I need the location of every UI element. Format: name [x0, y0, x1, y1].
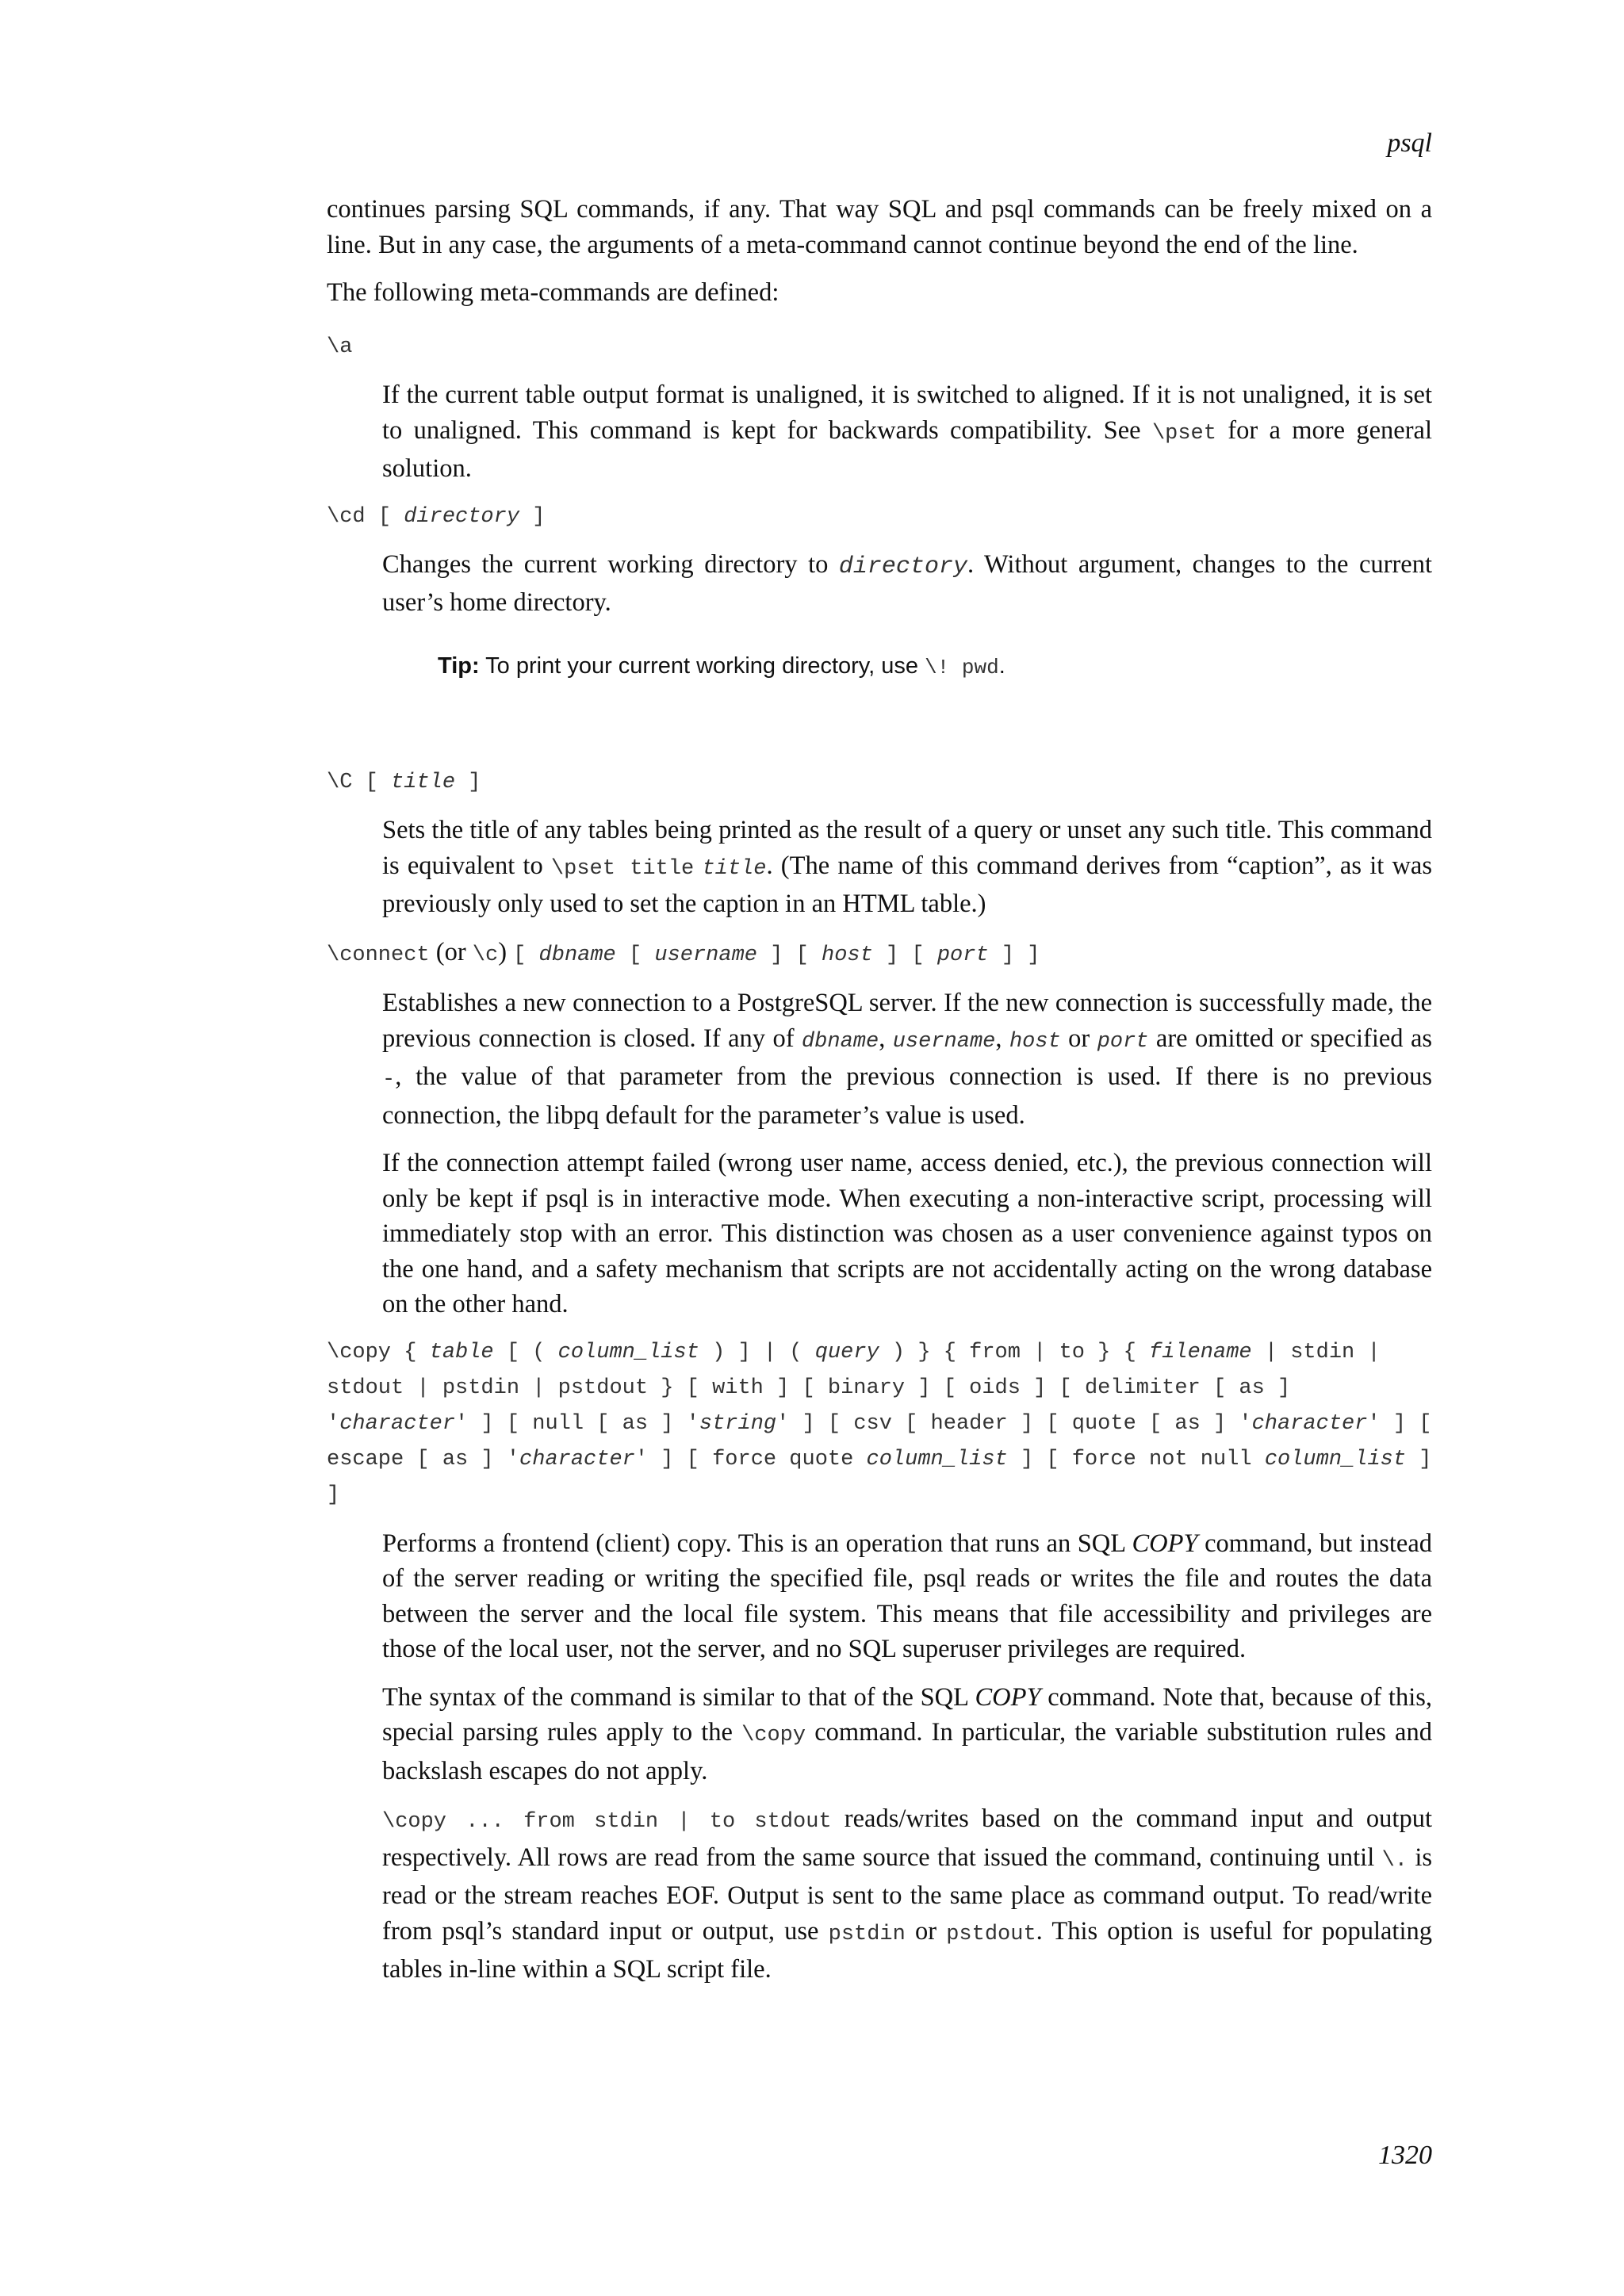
code-end-of-data: \. — [1381, 1848, 1408, 1873]
arg-string: string — [699, 1411, 777, 1436]
code-copy: \copy — [741, 1724, 806, 1747]
tip-label: Tip: — [438, 653, 480, 679]
arg-column-list: column_list — [557, 1340, 699, 1364]
running-header: psql — [1387, 128, 1432, 158]
arg-title-ref: title — [702, 856, 767, 881]
code-pwd: \! pwd — [925, 656, 999, 679]
intro-paragraph: continues parsing SQL commands, if any. That way SQL and psql commands can be freely mixed on a line. But in any case, the arguments of a meta-command cannot continue beyond the end of the line. — [327, 195, 1432, 259]
arg-ref: dbname — [801, 1029, 879, 1054]
term-copy-synopsis: \copy { table [ ( column_list ) ] | ( query ) } { from | to } { filename | stdin | stdout | pstdin | pstdout } [ with ] [ binary ] [ oids ] [ delimiter [ as ] 'character' ] [ null [ as ] 'string' ] [ csv [ header ] [ quote [ as ] 'character' ] [ escape [ as ] 'character' ] [ force quote column_list ] [ force not null column_list ] ] — [327, 1340, 1432, 1507]
description-connect-1: Establishes a new connection to a PostgreSQL server. If the new connection is successfully made, the previous connection is closed. If any of dbname, username, host or port are omitted or specified as -, the value of that parameter from the previous connection is used. If there is no previous connection, the libpq default for the parameter’s value is used. — [382, 989, 1433, 1130]
description-C: Sets the title of any tables being printed as the result of a query or unset any such title. This command is equivalent to \pset title title. (The name of this command derives from “caption”, as it was previously only used to set the caption in an HTML table.) — [382, 816, 1433, 918]
description-connect-2: If the connection attempt failed (wrong user name, access denied, etc.), the previous connection will only be kept if psql is in interactive mode. When executing a non-interactive script, processing will immediately stop with an error. This distinction was chosen as a user convenience against typos on the one hand, and a safety mechanism that scripts are not accidentally acting on the wrong database on the other hand. — [382, 1149, 1432, 1318]
page-number: 1320 — [1378, 2141, 1432, 2170]
tip-note: Tip: To print your current working directory, use \! pwd. — [438, 653, 1005, 679]
description-copy-3: \copy ... from stdin | to stdout reads/writes based on the command input and output respectively. All rows are read from the same source that issued the command, continuing until \. is read or the stream reaches EOF. Output is sent to the same place as command output. To read/write from psql’s standard input or output, use pstdin or pstdout. This option is useful for populating tables in-line within a SQL script file. — [382, 1804, 1432, 1984]
code-pstdout: pstdout — [946, 1922, 1036, 1946]
arg-column-list: column_list — [1264, 1447, 1407, 1471]
arg-ref: host — [1009, 1029, 1061, 1054]
command-alias: \c — [472, 943, 499, 967]
term-a — [327, 330, 1432, 365]
command-name: \cd — [327, 504, 366, 529]
code-pset: \pset — [1151, 421, 1216, 446]
intro-lead-in: The following meta-commands are defined: — [327, 278, 779, 307]
command-name: \C — [327, 770, 353, 794]
code-dash: - — [382, 1068, 396, 1092]
term-connect: \connect (or \c) [ dbname [ username ] [ host ] [ port ] ] — [327, 937, 1040, 967]
arg-table: table — [429, 1340, 494, 1364]
code-pset-title: \pset title — [550, 856, 695, 881]
arg-dbname: dbname — [538, 943, 616, 967]
term-C: \C [ title ] — [327, 770, 481, 794]
code-pstdin: pstdin — [828, 1922, 906, 1946]
emphasis-copy: COPY — [1132, 1529, 1198, 1558]
command-name: \a — [327, 335, 353, 359]
arg-character: character — [519, 1447, 635, 1471]
description-copy-2: The syntax of the command is similar to that of the SQL COPY command. Note that, because of this, special parsing rules apply to the \copy command. In particular, the variable substitution rules and backslash escapes do not apply. — [382, 1682, 1432, 1785]
arg-character: character — [339, 1411, 456, 1436]
arg-column-list: column_list — [866, 1447, 1008, 1471]
arg-host: host — [822, 943, 873, 967]
arg-ref: port — [1097, 1029, 1149, 1054]
description-a: If the current table output format is unaligned, it is switched to aligned. If it is not unaligned, it is set to unaligned. This command is kept for backwards compatibility. See \pset for a more general solution. — [382, 381, 1432, 483]
arg-query: query — [814, 1340, 879, 1364]
arg-username: username — [654, 943, 757, 967]
arg-port: port — [936, 943, 989, 967]
emphasis-copy: COPY — [975, 1682, 1041, 1712]
arg-ref: username — [892, 1029, 996, 1054]
term-cd: \cd [ directory ] — [327, 504, 546, 529]
description-copy-1: Performs a frontend (client) copy. This is an operation that runs an SQL COPY command, but instead of the server reading or writing the specified file, psql reads or writes the file and routes the data between the server and the local file system. This means that file accessibility and privileges are those of the local user, not the server, and no SQL superuser privileges are required. — [382, 1529, 1432, 1663]
code-copy-stdin: \copy ... from stdin | to stdout — [382, 1810, 832, 1834]
command-name: \connect — [327, 943, 430, 967]
arg-filename: filename — [1149, 1340, 1252, 1364]
arg-title: title — [391, 770, 456, 794]
arg-character: character — [1251, 1411, 1368, 1436]
page-body — [327, 192, 1432, 2000]
arg-directory: directory — [404, 504, 520, 529]
description-cd: Changes the current working directory to directory. Without argument, changes to the current user’s home directory. — [382, 550, 1433, 617]
arg-directory-ref: directory — [838, 553, 967, 580]
